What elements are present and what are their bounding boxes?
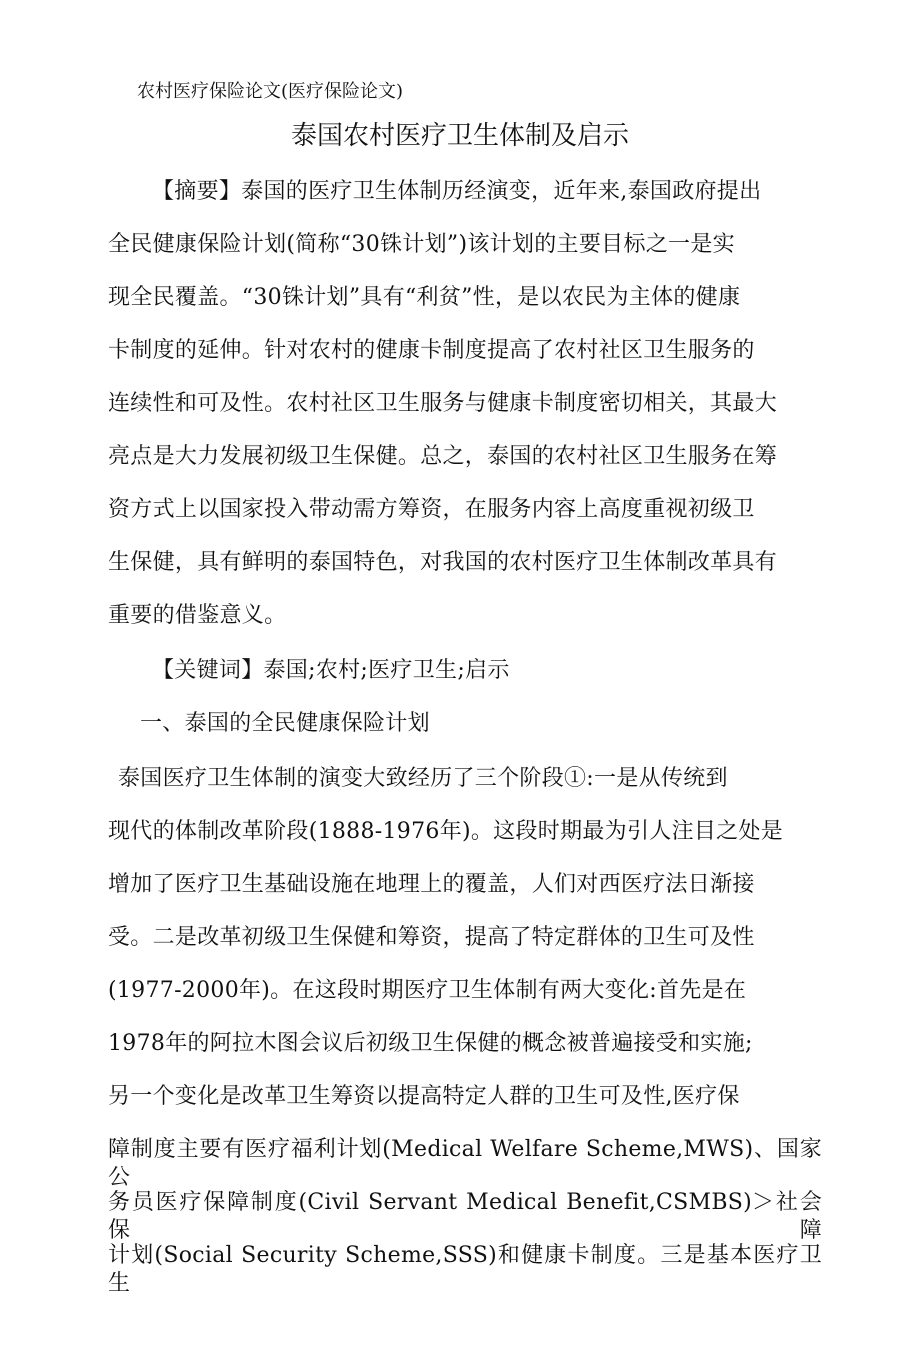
body-line-6: 1978年的阿拉木图会议后初级卫生保健的概念被普遍接受和实施;: [108, 1031, 753, 1056]
body-line-3: 增加了医疗卫生基础设施在地理上的覆盖，人们对西医疗法日渐接: [108, 872, 755, 897]
abstract-line-8: 生保健，具有鲜明的泰国特色，对我国的农村医疗卫生体制改革具有: [108, 550, 778, 575]
body-line-7: 另一个变化是改革卫生筹资以提高特定人群的卫生可及性,医疗保: [108, 1084, 740, 1109]
abstract-line-4: 卡制度的延伸。针对农村的健康卡制度提高了农村社区卫生服务的: [108, 338, 755, 363]
body-line-9: 务员医疗保障制度(Civil Servant Medical Benefit,CSMBS)＞社会保障: [108, 1190, 822, 1243]
keywords-line: 【关键词】泰国;农村;医疗卫生;启示: [152, 658, 510, 683]
body-line-8: 障制度主要有医疗福利计划(Medical Welfare Scheme,MWS)、国家公: [108, 1137, 822, 1190]
abstract-line-9: 重要的借鉴意义。: [108, 603, 287, 628]
abstract-line-2: 全民健康保险计划(简称“30铢计划”)该计划的主要目标之一是实: [108, 232, 735, 257]
abstract-line-1: 【摘要】泰国的医疗卫生体制历经演变，近年来,泰国政府提出: [152, 179, 762, 204]
body-line-5: (1977-2000年)。在这段时期医疗卫生体制有两大变化:首先是在: [108, 978, 747, 1003]
body-line-1: 泰国医疗卫生体制的演变大致经历了三个阶段①:一是从传统到: [118, 766, 728, 791]
body-line-2: 现代的体制改革阶段(1888-1976年)。这段时期最为引人注目之处是: [108, 819, 784, 844]
abstract-line-5: 连续性和可及性。农村社区卫生服务与健康卡制度密切相关，其最大: [108, 391, 778, 416]
abstract-line-6: 亮点是大力发展初级卫生保健。总之，泰国的农村社区卫生服务在筹: [108, 444, 778, 469]
section-heading: 一、泰国的全民健康保险计划: [140, 711, 430, 736]
running-header: 农村医疗保险论文(医疗保险论文): [137, 81, 404, 102]
abstract-line-7: 资方式上以国家投入带动需方筹资，在服务内容上高度重视初级卫: [108, 497, 755, 522]
abstract-line-3: 现全民覆盖。“30铢计划”具有“利贫”性，是以农民为主体的健康: [108, 285, 741, 310]
body-line-10: 计划(Social Security Scheme,SSS)和健康卡制度。三是基本医疗卫生: [108, 1243, 822, 1296]
page-title: 泰国农村医疗卫生体制及启示: [290, 121, 629, 151]
body-line-4: 受。二是改革初级卫生保健和筹资，提高了特定群体的卫生可及性: [108, 925, 755, 950]
